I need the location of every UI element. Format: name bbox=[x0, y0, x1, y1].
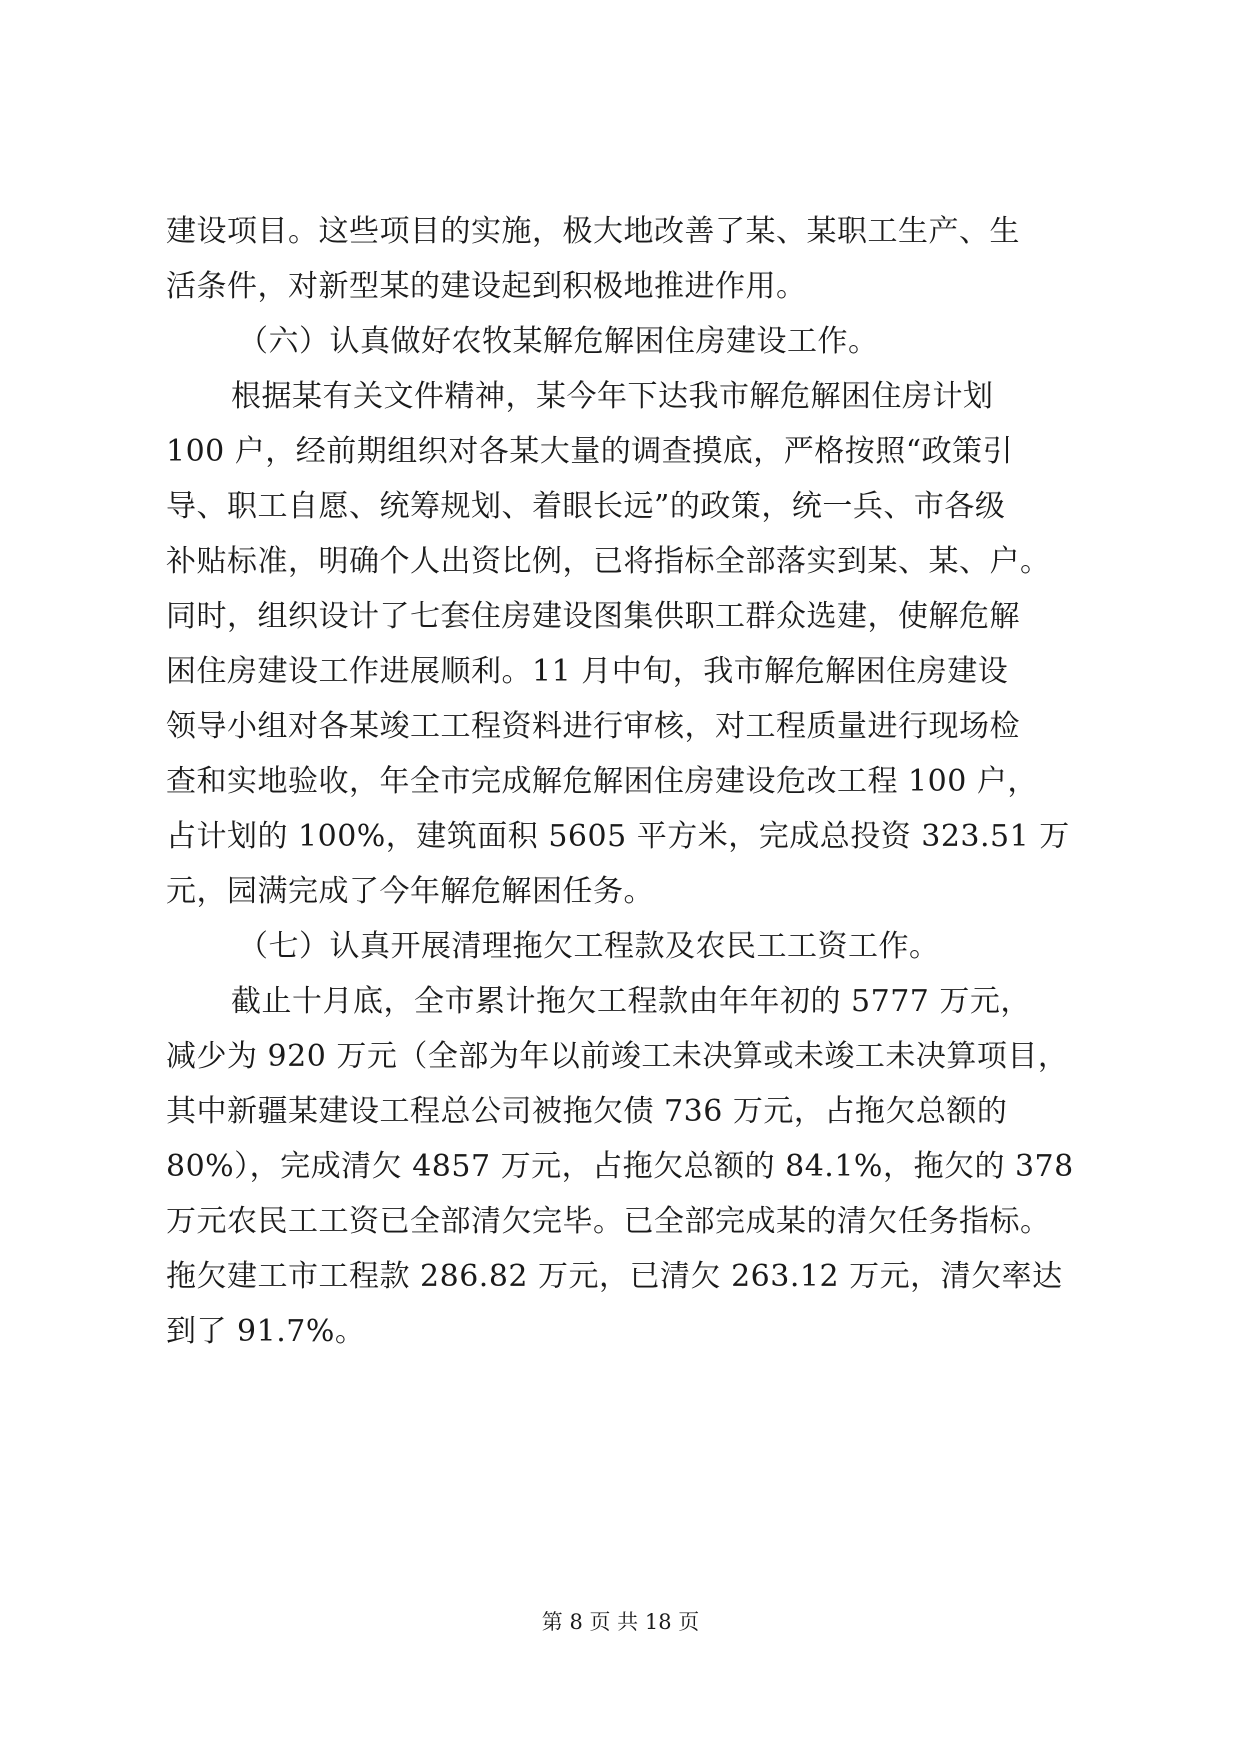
body-line: 活条件，对新型某的建设起到积极地推进作用。 bbox=[166, 269, 807, 304]
body-line: 建设项目。这些项目的实施，极大地改善了某、某职工生产、生 bbox=[166, 214, 1020, 249]
page-footer: 第 8 页 共 18 页 bbox=[541, 1610, 700, 1634]
body-line: 导、职工自愿、统筹规划、着眼长远”的政策，统一兵、市各级 bbox=[166, 489, 1006, 524]
body-line: 100 户，经前期组织对各某大量的调查摸底，严格按照“政策引 bbox=[166, 434, 1014, 469]
body-line: 到了 91.7%。 bbox=[166, 1314, 366, 1349]
body-line: 减少为 920 万元（全部为年以前竣工未决算或未竣工未决算项目， bbox=[166, 1039, 1069, 1074]
body-line: 拖欠建工市工程款 286.82 万元，已清欠 263.12 万元，清欠率达 bbox=[166, 1259, 1063, 1294]
body-line: 元，园满完成了今年解危解困任务。 bbox=[166, 874, 654, 909]
body-line: 困住房建设工作进展顺利。11 月中旬，我市解危解困住房建设 bbox=[166, 654, 1009, 689]
body-line: 查和实地验收，年全市完成解危解困住房建设危改工程 100 户， bbox=[166, 764, 1038, 799]
body-line: 其中新疆某建设工程总公司被拖欠债 736 万元，占拖欠总额的 bbox=[166, 1094, 1008, 1129]
body-line: 万元农民工工资已全部清欠完毕。已全部完成某的清欠任务指标。 bbox=[166, 1204, 1051, 1239]
body-line: 领导小组对各某竣工工程资料进行审核，对工程质量进行现场检 bbox=[166, 709, 1020, 744]
section-heading: （六）认真做好农牧某解危解困住房建设工作。 bbox=[238, 324, 879, 359]
body-line: 占计划的 100%，建筑面积 5605 平方米，完成总投资 323.51 万 bbox=[166, 819, 1070, 854]
section-heading: （七）认真开展清理拖欠工程款及农民工工资工作。 bbox=[238, 929, 940, 964]
body-line: 截止十月底，全市累计拖欠工程款由年年初的 5777 万元， bbox=[231, 984, 1031, 1019]
body-line: 补贴标准，明确个人出资比例，已将指标全部落实到某、某、户。 bbox=[166, 544, 1051, 579]
body-line: 80%），完成清欠 4857 万元，占拖欠总额的 84.1%，拖欠的 378 bbox=[166, 1149, 1074, 1184]
body-line: 同时，组织设计了七套住房建设图集供职工群众选建，使解危解 bbox=[166, 599, 1020, 634]
body-line: 根据某有关文件精神，某今年下达我市解危解困住房计划 bbox=[231, 379, 994, 414]
